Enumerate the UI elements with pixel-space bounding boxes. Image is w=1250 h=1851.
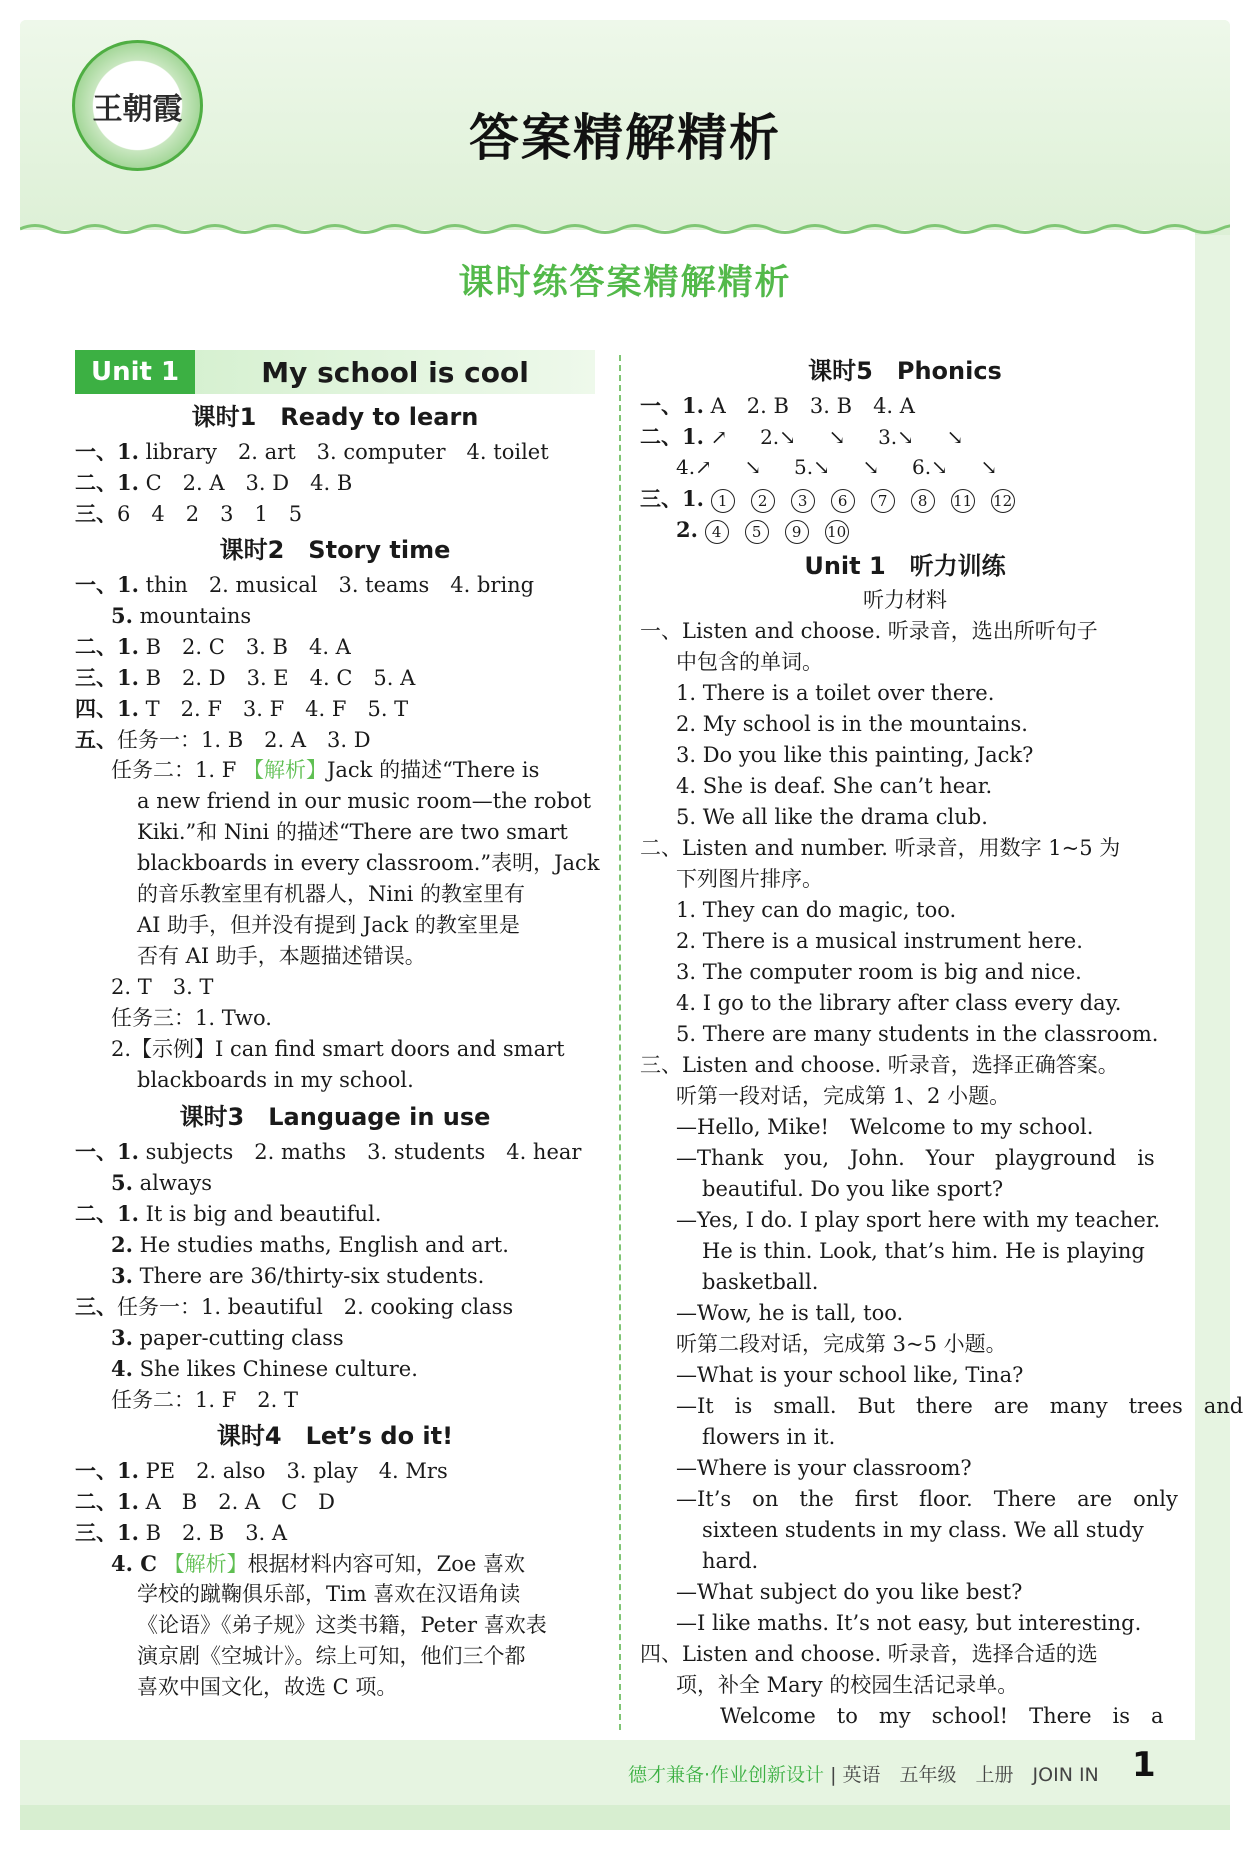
arrow-down-icon: ↘ [828,425,846,449]
answer-line: 二、1. C 2. A 3. D 4. B [75,470,353,495]
script-line: —Yes, I do. I play sport here with my teacher. [676,1208,1161,1232]
script-line: He is thin. Look, that’s him. He is playing [702,1239,1145,1263]
right-column [640,350,1244,1732]
answer-line: 一、1. library 2. art 3. computer 4. toilet [75,439,549,464]
script-line: —Wow, he is tall, too. [676,1301,904,1325]
answer-line: 2. T 3. T [111,975,214,999]
script-line: 1. There is a toilet over there. [676,681,995,705]
unit-banner [75,350,595,394]
unit-tag: Unit 1 [75,350,195,394]
answer-line: 二、1. A B 2. A C D [75,1489,335,1514]
circled-number: 2 [751,489,775,513]
circled-number: 4 [705,520,729,544]
circled-number: 1 [711,489,735,513]
part-heading: 三、Listen and choose. 听录音，选择正确答案。 [640,1053,1119,1077]
circled-number: 7 [871,489,895,513]
listening-title: Unit 1 听力训练 [804,552,1006,580]
answer-line: 任务二：1. F 2. T [111,1388,299,1412]
answer-line: 5. always [111,1170,212,1195]
script-line: —I like maths. It’s not easy, but interesting. [676,1611,1142,1635]
script-line: —What subject do you like best? [676,1580,1023,1604]
part-heading: 下列图片排序。 [676,867,823,891]
circled-number: 11 [951,489,975,513]
footer-book-info: | 英语 五年级 上册 JOIN IN [830,1764,1099,1786]
script-line: beautiful. Do you like sport? [702,1177,1004,1201]
circled-number: 8 [911,489,935,513]
lesson-3-title: 课时3 Language in use [179,1103,491,1131]
section-title: 课时练答案精解精析 [458,263,792,303]
analysis-line: blackboards in every classroom.”表明，Jack [137,851,600,875]
answer-line: 三、任务一：1. beautiful 2. cooking class [75,1294,514,1319]
intonation-line [640,452,1170,483]
analysis-line: Kiki.”和 Nini 的描述“There are two smart [137,820,568,844]
bottom-band [20,1805,1230,1830]
script-line: 4. She is deaf. She can’t hear. [676,774,993,798]
script-line: —What is your school like, Tina? [676,1363,1024,1387]
page-number: 1 [1132,1745,1156,1785]
arrow-down-icon: ↘ [862,455,880,479]
lesson-2-title: 课时2 Story time [219,536,451,564]
part-heading: 二、Listen and number. 听录音，用数字 1~5 为 [640,836,1121,860]
circled-number: 9 [785,520,809,544]
analysis-line: AI 助手，但并没有提到 Jack 的教室里是 [137,913,520,937]
analysis-line: 演京剧《空城计》。综上可知，他们三个都 [137,1644,526,1668]
answer-line: 2.【示例】I can find smart doors and smart [111,1037,565,1061]
answer-line: 三、6 4 2 3 1 5 [75,501,303,526]
arrow-down-icon: 2.↘ [760,425,796,449]
arrow-up-icon: ↗ [710,425,728,449]
answer-line: 三、1. B 2. D 3. E 4. C 5. A [75,665,416,690]
analysis-line: 否有 AI 助手，本题描述错误。 [137,944,426,968]
arrow-down-icon: ↘ [744,455,762,479]
answer-line: 任务三：1. Two. [111,1006,272,1030]
answer-line: 5. mountains [111,603,252,628]
script-line: 听第二段对话，完成第 3~5 小题。 [676,1332,1007,1356]
answer-line: 4. C 【解析】根据材料内容可知，Zoe 喜欢 [111,1551,525,1576]
script-line: 3. The computer room is big and nice. [676,960,1082,984]
circled-number: 5 [745,520,769,544]
column-divider [619,355,621,1730]
footer-info [628,1760,1099,1787]
logo-text: 王朝霞 [92,91,183,127]
answer-line: 一、1. subjects 2. maths 3. students 4. hear [75,1139,582,1164]
answer-line: 一、1. PE 2. also 3. play 4. Mrs [75,1458,448,1483]
script-line: 5. We all like the drama club. [676,805,988,829]
arrow-down-icon: 5.↘ [793,455,830,479]
lesson-4-title: 课时4 Let’s do it! [216,1422,454,1450]
left-column [75,350,600,1703]
script-line: Welcome to my school! There is a [720,1704,1164,1728]
script-line: 1. They can do magic, too. [676,898,957,922]
script-line: 2. There is a musical instrument here. [676,929,1083,953]
script-line: 3. Do you like this painting, Jack? [676,743,1034,767]
arrow-up-icon: 4.↗ [676,455,712,479]
answer-line: 二、1. B 2. C 3. B 4. A [75,634,351,659]
script-line: basketball. [702,1270,819,1294]
page-title: 答案精解精析 [469,109,781,167]
arrow-down-icon: 6.↘ [911,455,948,479]
arrow-down-icon: ↘ [946,425,964,449]
listening-subtitle: 听力材料 [863,588,947,612]
analysis-line: 的音乐教室里有机器人，Nini 的教室里有 [137,882,526,906]
analysis-line: 学校的蹴鞠俱乐部，Tim 喜欢在汉语角读 [137,1582,521,1606]
answer-line: 四、1. T 2. F 3. F 4. F 5. T [75,696,409,721]
answer-line: 一、1. A 2. B 3. B 4. A [640,393,915,418]
part-heading: 一、Listen and choose. 听录音，选出所听句子 [640,619,1098,643]
script-line: 5. There are many students in the classroom. [676,1022,1159,1046]
script-line: flowers in it. [702,1425,836,1449]
answer-line: 二、1. It is big and beautiful. [75,1201,382,1226]
analysis-tag: 【解析】 [163,1552,248,1576]
circled-number: 12 [991,489,1015,513]
script-line: sixteen students in my class. We all study [702,1518,1144,1542]
circled-numbers-line: 2. 4 5 9 10 [640,514,1170,545]
answer-line: 3. paper-cutting class [111,1325,344,1350]
script-line: —Hello, Mike! Welcome to my school. [676,1115,1094,1139]
answer-line: 3. There are 36/thirty-six students. [111,1263,485,1288]
part-heading: 四、Listen and choose. 听录音，选择合适的选 [640,1642,1098,1666]
script-line: —Thank you, John. Your playground is [676,1146,1155,1170]
unit-name: My school is cool [261,355,529,389]
answer-line: 三、1. B 2. B 3. A [75,1520,288,1545]
analysis-line: 《论语》《弟子规》这类书籍，Peter 喜欢表 [137,1613,547,1637]
answer-line: 五、任务一：1. B 2. A 3. D [75,727,371,752]
circled-number: 10 [825,520,849,544]
circled-number: 3 [791,489,815,513]
script-line: 2. My school is in the mountains. [676,712,1028,736]
script-line: —It’s on the first floor. There are only [676,1487,1178,1511]
answer-line: 2. He studies maths, English and art. [111,1232,509,1257]
intonation-line: 二、1. ↗ 2.↘ ↘ 3.↘ ↘ [640,421,1170,452]
script-line: —Where is your classroom? [676,1456,972,1480]
script-line: hard. [702,1549,759,1573]
script-line: 听第一段对话，完成第 1、2 小题。 [676,1084,1011,1108]
answer-line: 4. She likes Chinese culture. [111,1356,418,1381]
circled-numbers-line: 三、1. 1 2 3 6 7 8 11 12 [640,483,1170,514]
analysis-tag: 【解析】 [242,758,327,782]
script-line: —It is small. But there are many trees and [676,1394,1244,1418]
top-wave-divider [20,222,1230,236]
circled-number: 6 [831,489,855,513]
lesson-5-title: 课时5 Phonics [808,357,1002,385]
lesson-1-title: 课时1 Ready to learn [191,403,479,431]
part-heading: 中包含的单词。 [676,650,823,674]
answer-line: 任务二：1. F 【解析】Jack 的描述“There is [111,758,540,782]
arrow-down-icon: ↘ [980,455,998,479]
footer-brand: 德才兼备·作业创新设计 [628,1764,825,1786]
part-heading: 项，补全 Mary 的校园生活记录单。 [676,1673,1019,1697]
answer-line: 一、1. thin 2. musical 3. teams 4. bring [75,572,535,597]
analysis-line: 喜欢中国文化，故选 C 项。 [137,1675,398,1699]
script-line: 4. I go to the library after class every day. [676,991,1122,1015]
analysis-line: a new friend in our music room—the robot [137,789,592,813]
answer-line: blackboards in my school. [137,1068,414,1092]
arrow-down-icon: 3.↘ [878,425,914,449]
